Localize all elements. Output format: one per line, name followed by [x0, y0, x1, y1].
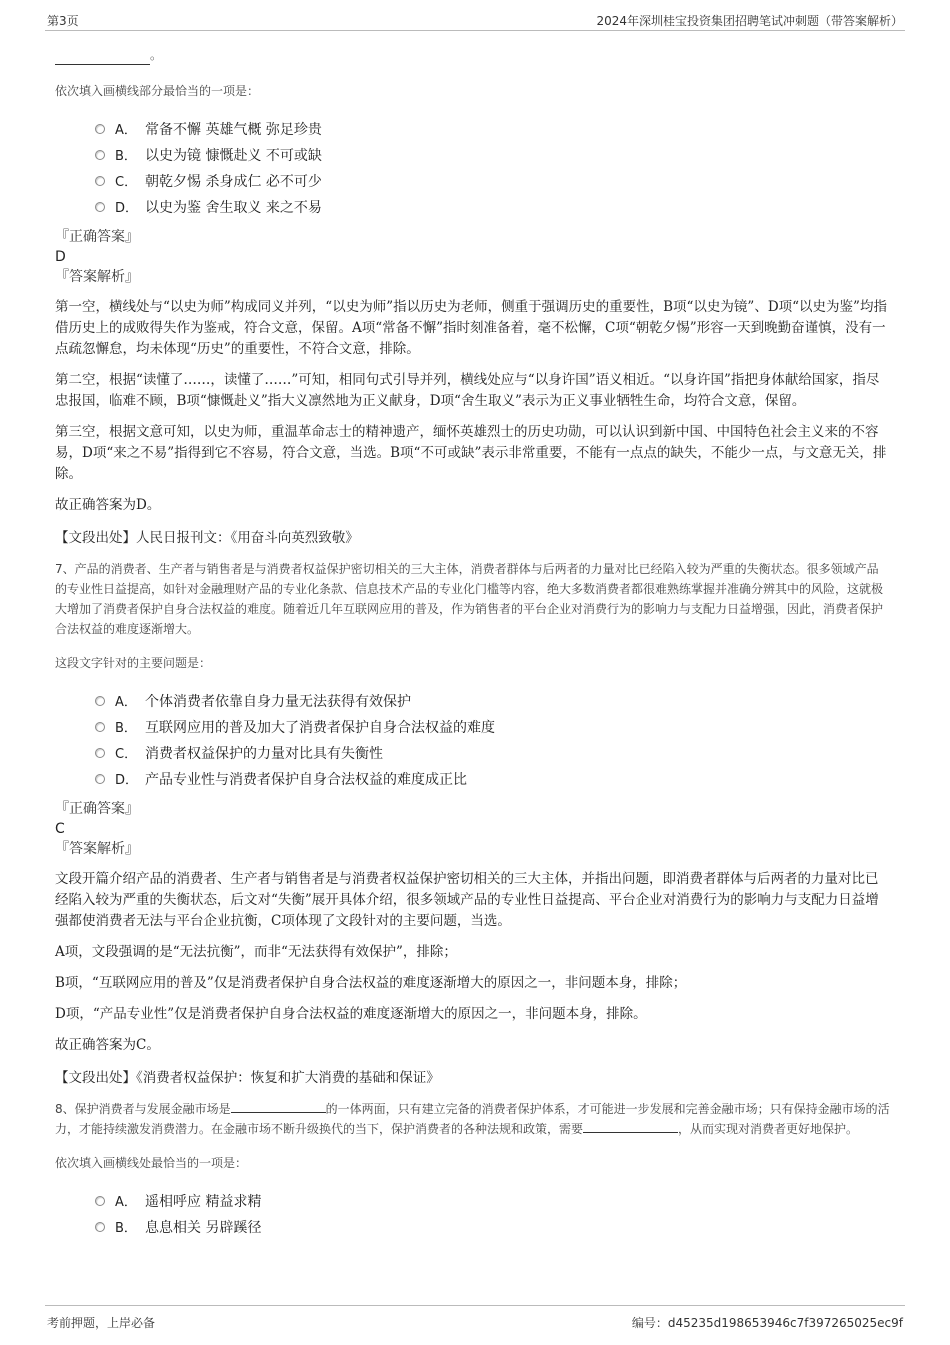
option-c[interactable]: C． 朝乾夕惕 杀身成仁 必不可少 — [95, 169, 890, 195]
analysis-paragraph: 第一空，横线处与“以史为师”构成同义并列，“以史为师”指以历史为老师，侧重于强调历史的重要性，B项“以史为镜”、D项“以史为鉴”均指借历史上的成败得失作为鉴戒，符合文意，保留。A项“常备不懈”指时刻准备着，毫不松懈，C项“朝乾夕惕”形容一天到晚勤奋谨慎，没有一点疏忽懈怠，均未体现“历史”的重要性，不符合文意，排除。 — [55, 299, 887, 357]
fill-blank — [55, 52, 150, 65]
document-title: 2024年深圳桂宝投资集团招聘笔试冲刺题（带答案解析） — [596, 14, 903, 28]
analysis-paragraph: B项，“互联网应用的普及”仅是消费者保护自身合法权益的难度逐渐增大的原因之一，非问题本身，排除； — [55, 975, 687, 991]
q7-prompt: 这段文字针对的主要问题是： — [55, 656, 212, 670]
analysis-paragraph: A项，文段强调的是“无法抗衡”，而非“无法获得有效保护”，排除； — [55, 944, 457, 960]
q8-prompt: 依次填入画横线处最恰当的一项是： — [55, 1156, 248, 1170]
option-b[interactable]: B． 互联网应用的普及加大了消费者保护自身合法权益的难度 — [95, 715, 890, 741]
radio-icon[interactable] — [95, 696, 105, 706]
radio-icon[interactable] — [95, 1222, 105, 1232]
correct-answer: D — [55, 249, 66, 265]
q8-options — [95, 1189, 890, 1241]
analysis-label: 『答案解析』 — [55, 841, 139, 857]
fill-blank — [231, 1100, 326, 1113]
q6-blank-tail: 。 — [55, 45, 890, 65]
analysis-label: 『答案解析』 — [55, 269, 139, 285]
correct-answer-label: 『正确答案』 — [55, 801, 139, 817]
q6-options — [95, 117, 890, 221]
document-id: 编号：d45235d198653946c7f397265025ec9f — [631, 1316, 903, 1330]
q7-options — [95, 689, 890, 793]
fill-blank — [583, 1120, 678, 1133]
page-number: 第3页 — [47, 14, 79, 28]
radio-icon[interactable] — [95, 722, 105, 732]
passage-source: 【文段出处】人民日报刊文：《用奋斗向英烈致敬》 — [55, 530, 359, 546]
option-d[interactable]: D． 以史为鉴 舍生取义 来之不易 — [95, 195, 890, 221]
question-7-text: 7、产品的消费者、生产者与销售者是与消费者权益保护密切相关的三大主体，消费者群体与后两者的力量对比已经陷入较为严重的失衡状态。很多领域产品的专业性日益提高，如针对金融理财产品的专业化条款、信息技术产品的专业化门槛等内容，绝大多数消费者都很难熟练掌握并准确分辨其中的风险，这就极大增加了消费者保护自身合法权益的难度。随着近几年互联网应用的普及，作为销售者的平台企业对消费行为的影响力与支配力日益增强，因此，消费者保护合法权益的难度逐渐增大。 — [55, 562, 884, 636]
analysis-paragraph: D项，“产品专业性”仅是消费者保护自身合法权益的难度逐渐增大的原因之一，非问题本身，排除。 — [55, 1006, 647, 1022]
option-a[interactable]: A． 常备不懈 英雄气概 弥足珍贵 — [95, 117, 890, 143]
footer-slogan: 考前押题，上岸必备 — [47, 1316, 156, 1330]
option-b[interactable]: B． 以史为镜 慷慨赴义 不可或缺 — [95, 143, 890, 169]
document-body — [55, 45, 890, 1241]
radio-icon[interactable] — [95, 176, 105, 186]
option-d[interactable]: D． 产品专业性与消费者保护自身合法权益的难度成正比 — [95, 767, 890, 793]
radio-icon[interactable] — [95, 748, 105, 758]
passage-source: 【文段出处】《消费者权益保护：恢复和扩大消费的基础和保证》 — [55, 1070, 440, 1086]
correct-answer: C — [55, 821, 65, 837]
analysis-paragraph: 文段开篇介绍产品的消费者、生产者与销售者是与消费者权益保护密切相关的三大主体，并指出问题，即消费者群体与后两者的力量对比已经陷入较为严重的失衡状态，后文对“失衡”展开具体介绍，很多领域产品的专业性日益提高、平台企业对消费行为的影响力与支配力日益增强都使消费者无法与平台企业抗衡，C项体现了文段针对的主要问题，当选。 — [55, 871, 879, 929]
analysis-conclusion: 故正确答案为C。 — [55, 1037, 160, 1053]
analysis-conclusion: 故正确答案为D。 — [55, 497, 161, 513]
page-footer — [45, 1305, 905, 1336]
radio-icon[interactable] — [95, 1196, 105, 1206]
option-a[interactable]: A． 遥相呼应 精益求精 — [95, 1189, 890, 1215]
analysis-paragraph: 第二空，根据“读懂了……，读懂了……”可知，相同句式引导并列，横线处应与“以身许国”语义相近。“以身许国”指把身体献给国家，指尽忠报国，临难不顾，B项“慷慨赴义”指大义凛然地为正义献身，D项“舍生取义”表示为正义事业牺牲生命，均符合文意，保留。 — [55, 372, 880, 409]
analysis-paragraph: 第三空，根据文意可知，以史为师，重温革命志士的精神遗产，缅怀英雄烈士的历史功勋，可以认识到新中国、中国特色社会主义来的不容易，D项“来之不易”指得到它不容易，符合文意，当选。B项“不可或缺”表示非常重要，不能有一点点的缺失，不能少一点，与文意无关，排除。 — [55, 424, 887, 482]
page-header — [45, 8, 905, 31]
question-8-text: 8、保护消费者与发展金融市场是 的一体两面，只有建立完备的消费者保护体系，才可能进一步发展和完善金融市场；只有保持金融市场的活力，才能持续激发消费潜力。在金融市场不断升级换代的当下，保护消费者的各种法规和政策，需要 ，从而实现对消费者更好地保护。 — [55, 1102, 890, 1136]
option-c[interactable]: C． 消费者权益保护的力量对比具有失衡性 — [95, 741, 890, 767]
radio-icon[interactable] — [95, 150, 105, 160]
q6-prompt: 依次填入画横线部分最恰当的一项是： — [55, 84, 260, 98]
radio-icon[interactable] — [95, 774, 105, 784]
option-b[interactable]: B． 息息相关 另辟蹊径 — [95, 1215, 890, 1241]
correct-answer-label: 『正确答案』 — [55, 229, 139, 245]
radio-icon[interactable] — [95, 124, 105, 134]
option-a[interactable]: A． 个体消费者依靠自身力量无法获得有效保护 — [95, 689, 890, 715]
radio-icon[interactable] — [95, 202, 105, 212]
